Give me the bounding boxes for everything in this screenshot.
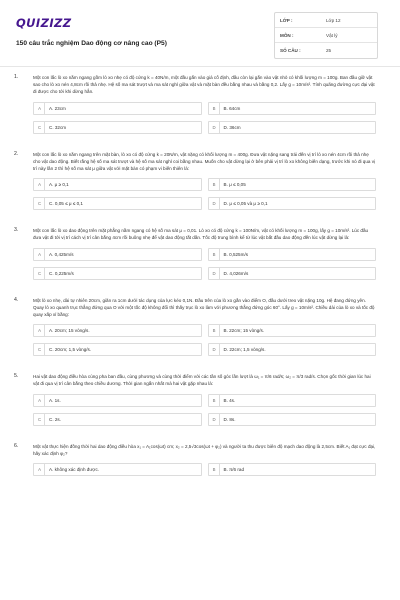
question-block bbox=[0, 443, 400, 476]
answer-options bbox=[33, 394, 376, 426]
answer-option-b[interactable] bbox=[208, 248, 377, 261]
option-letter-box: D bbox=[210, 414, 220, 425]
option-letter-box: D bbox=[210, 198, 220, 209]
question-block bbox=[0, 151, 400, 211]
answer-option-d[interactable] bbox=[208, 343, 377, 356]
option-text: C. 32cm bbox=[49, 124, 67, 130]
option-letter-box: C bbox=[35, 344, 45, 355]
question-number: 4. bbox=[14, 296, 19, 303]
option-letter-box: B bbox=[210, 179, 220, 190]
option-letter-box: A bbox=[35, 179, 45, 190]
option-text: B. 64cm bbox=[223, 105, 241, 111]
answer-option-c[interactable] bbox=[33, 413, 202, 426]
option-text: D. 8s. bbox=[223, 416, 236, 422]
option-letter-box: B bbox=[210, 464, 220, 475]
answer-option-c[interactable] bbox=[33, 267, 202, 280]
question-block bbox=[0, 373, 400, 425]
option-text: C. 0,225m/s bbox=[49, 270, 74, 276]
answer-option-c[interactable] bbox=[33, 343, 202, 356]
question-number: 1. bbox=[14, 74, 19, 80]
meta-label: LỚP : bbox=[280, 17, 293, 23]
question-list bbox=[0, 74, 400, 493]
answer-option-a[interactable] bbox=[33, 102, 202, 115]
answer-option-d[interactable] bbox=[208, 197, 377, 210]
answer-option-d[interactable] bbox=[208, 413, 377, 426]
option-letter-box: A bbox=[35, 395, 45, 406]
question-number: 2. bbox=[14, 150, 19, 157]
option-text: A. 1s. bbox=[49, 397, 61, 403]
option-text: B. π/6 rad bbox=[223, 467, 245, 473]
answer-option-b[interactable] bbox=[208, 463, 377, 476]
question-number: 6. bbox=[14, 442, 19, 449]
option-text: C. 20cm; 1,5 vòng/s. bbox=[49, 347, 92, 353]
option-text: A. 0,425m/s bbox=[49, 251, 74, 257]
quizizz-logo: QUIZIZZ bbox=[16, 16, 72, 30]
option-text: B. 22cm; 15 vòng/s. bbox=[223, 328, 265, 334]
answer-option-a[interactable] bbox=[33, 248, 202, 261]
answer-option-d[interactable] bbox=[208, 121, 377, 134]
question-block bbox=[0, 297, 400, 357]
question-number: 3. bbox=[14, 227, 19, 234]
option-letter-box: D bbox=[210, 344, 220, 355]
option-letter-box: B bbox=[210, 325, 220, 336]
header-divider bbox=[0, 66, 400, 67]
option-letter-box: A bbox=[35, 464, 45, 475]
option-text: D. 22cm; 1,5 vòng/s. bbox=[223, 347, 266, 353]
question-text: Hai vật dao động điều hòa cùng pha ban đầu, cùng phương và cùng thời điểm với các tần số góc lần lượt là ω₁ = π/6 rad/s; ω₂ = π/3 rad/s. Chọn gốc thời gian lúc hai vật đi qua vị trí cân bằng theo chiều dương. Thời gian ngắn nhất mà hai vật gặp nhau là: bbox=[33, 374, 371, 387]
answer-option-b[interactable] bbox=[208, 178, 377, 191]
question-text: Một lò xo nhẹ, dài tự nhiên 20cm, giãn ra 1cm dưới tác dụng của lực kéo 0,1N. Đầu trên của lò xo gắn vào điểm O, đầu dưới treo vật nặng 10g. Hệ đang đứng yên. Quay lò xo quanh trục thẳng đứng qua O với một tốc độ không đổi thì thấy trục lò xo làm với phương thẳng đứng góc 60°. Lấy g = 10m/s². Chiều dài của lò xo và tốc độ quay xấp xỉ bằng: bbox=[33, 297, 375, 318]
option-letter-box: A bbox=[35, 325, 45, 336]
worksheet-meta-box bbox=[274, 12, 378, 59]
option-text: B. μ ≤ 0,05 bbox=[223, 182, 246, 188]
meta-value: Vật lý bbox=[326, 32, 338, 38]
option-letter-box: C bbox=[35, 268, 45, 279]
answer-options bbox=[33, 248, 376, 280]
option-text: B. 0,525m/s bbox=[223, 251, 249, 257]
answer-options bbox=[33, 463, 376, 476]
meta-value: Lớp 12 bbox=[326, 17, 341, 23]
worksheet-title: 150 câu trắc nghiệm Dao động cơ nâng cao (P5) bbox=[16, 40, 167, 47]
question-block bbox=[0, 227, 400, 279]
answer-option-a[interactable] bbox=[33, 324, 202, 337]
meta-label: MÔN : bbox=[280, 32, 294, 38]
option-letter-box: B bbox=[210, 103, 220, 114]
answer-option-b[interactable] bbox=[208, 394, 377, 407]
option-text: D. μ ≤ 0,05 và μ ≥ 0,1 bbox=[223, 201, 268, 207]
option-text: A. 23cm bbox=[49, 105, 66, 111]
option-text: A. 20cm; 15 vòng/s. bbox=[49, 328, 90, 334]
option-letter-box: C bbox=[35, 122, 45, 133]
option-text: C. 2s. bbox=[49, 416, 61, 422]
question-number: 5. bbox=[14, 373, 19, 380]
option-letter-box: C bbox=[35, 198, 45, 209]
answer-options bbox=[33, 324, 376, 356]
option-letter-box: A bbox=[35, 249, 45, 260]
meta-label: SỐ CÂU : bbox=[280, 48, 301, 53]
question-text: Một vật thực hiện đồng thời hai dao động điều hòa x₁ = A₁cos(ωt) cm; x₂ = 2,5√3cos(ωt + φ₂) và người ta thu được biên độ mạch dao động là 2,5cm. Biết A₁ đạt cực đại, hãy xác định φ₂? bbox=[33, 443, 376, 456]
option-text: B. 4s. bbox=[223, 397, 236, 403]
worksheet-header bbox=[14, 10, 378, 70]
option-letter-box: B bbox=[210, 249, 220, 260]
meta-row-question-count bbox=[275, 43, 377, 58]
option-text: A. μ ≥ 0,1 bbox=[49, 182, 69, 188]
answer-option-c[interactable] bbox=[33, 121, 202, 134]
question-text: Một con lắc lò xo nằm ngang gồm lò xo nhẹ có độ cứng k = 40N/m, một đầu gắn vào giá cố định, đầu còn lại gắn vào vật nhỏ có khối lượng m = 100g. Ban đầu giữ vật sao cho lò xo nén 4,8cm rồi thả nhẹ. Hệ số ma sát trượt và ma sát nghỉ giữa vật và mặt bàn đều bằng nhau và bằng 0,2. Lấy g = 10m/s². Tính quãng đường cực đại vật đi được cho tới khi dừng hẳn. bbox=[33, 75, 375, 95]
option-letter-box: C bbox=[35, 414, 45, 425]
answer-option-b[interactable] bbox=[208, 324, 377, 337]
option-text: D. 36cm bbox=[223, 124, 241, 130]
option-letter-box: B bbox=[210, 395, 220, 406]
answer-options bbox=[33, 102, 376, 134]
answer-option-a[interactable] bbox=[33, 178, 202, 191]
meta-row-class bbox=[275, 13, 377, 28]
option-letter-box: D bbox=[210, 268, 220, 279]
option-letter-box: D bbox=[210, 122, 220, 133]
answer-option-a[interactable] bbox=[33, 394, 202, 407]
answer-option-d[interactable] bbox=[208, 267, 377, 280]
meta-row-subject bbox=[275, 28, 377, 43]
answer-options bbox=[33, 178, 376, 210]
question-block bbox=[0, 74, 400, 134]
option-text: A. không xác định được. bbox=[49, 467, 100, 473]
option-letter-box: A bbox=[35, 103, 45, 114]
meta-value: 25 bbox=[326, 48, 332, 53]
option-text: C. 0,05 ≤ μ ≤ 0,1 bbox=[49, 201, 83, 207]
question-text: Một con lắc lò xo nằm ngang trên mặt bàn, lò xo có độ cứng k = 20N/m, vật nặng có khối lượng m = 400g. Đưa vật nặng sang trái đến vị trí lò xo nén 4cm rồi thả nhẹ cho vật dao động. Biết rằng hệ số ma sát trượt và hệ số ma sát nghỉ coi bằng nhau. Muốn cho vật dừng lại ở bên phải vị trí lò xo không biến dạng, trước khi nó đi qua vị trí này lần 2 thì hệ số ma sát μ giữa vật với mặt bàn có phạm vi biến thiên là: bbox=[33, 151, 376, 172]
option-text: D. 4,026m/s bbox=[223, 270, 249, 276]
answer-option-b[interactable] bbox=[208, 102, 377, 115]
answer-option-a[interactable] bbox=[33, 463, 202, 476]
question-text: Một con lắc lò xo dao động trên mặt phẳng nằm ngang có hệ số ma sát μ = 0,01. Lò xo có độ cứng k = 100N/m, vật có khối lượng m = 100g, lấy g = 10m/s². Lúc đầu đưa vật đi tới vị trí cách vị trí cân bằng 4cm rồi buông nhẹ để vật dao động tắt dần. Tốc độ trung bình kể từ lúc vật bắt đầu dao động đến lúc vật dừng lại là: bbox=[33, 228, 369, 241]
answer-option-c[interactable] bbox=[33, 197, 202, 210]
